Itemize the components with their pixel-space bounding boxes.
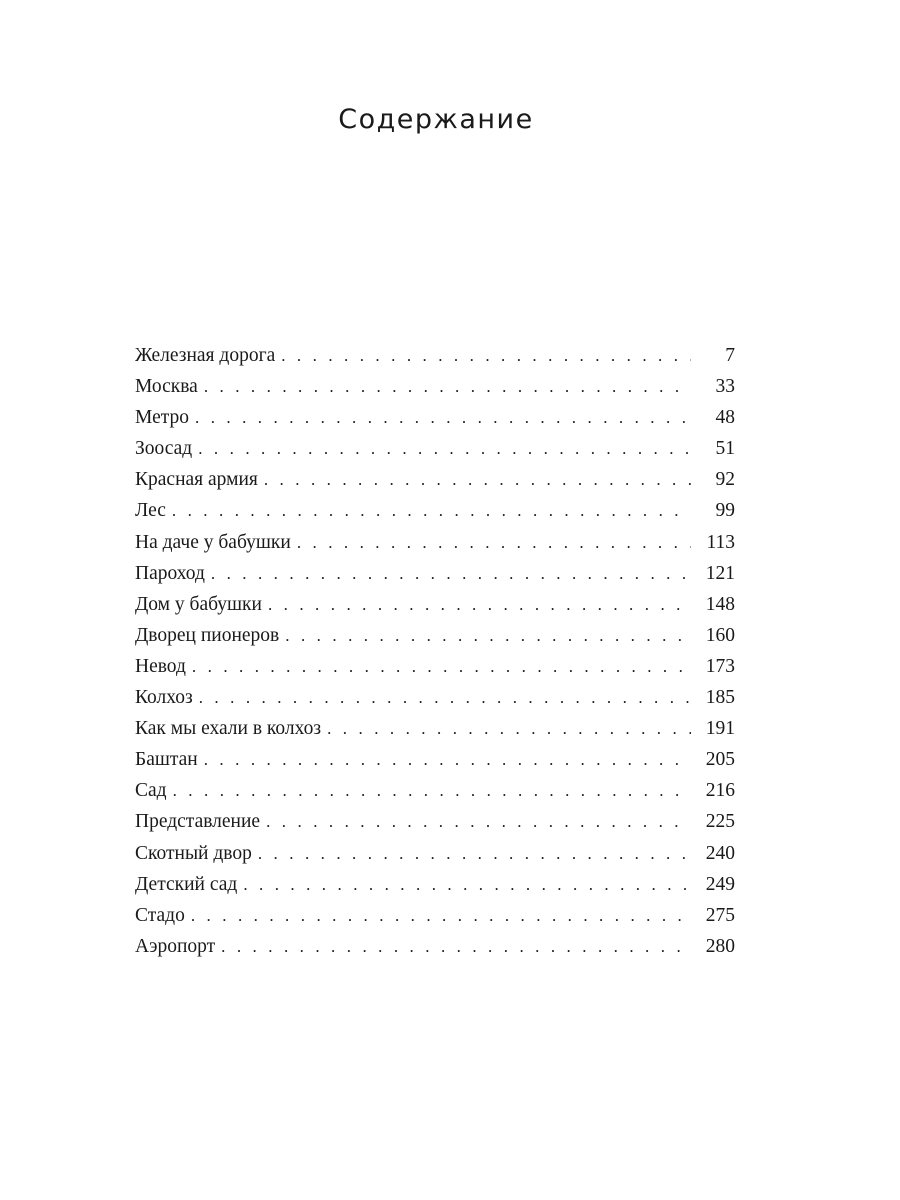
toc-entry-title: Детский сад (135, 873, 238, 895)
toc-entry (135, 340, 735, 371)
dot-leader (268, 589, 691, 620)
toc-entry-title: Красная армия (135, 469, 258, 491)
toc-entry-title: Москва (135, 376, 198, 398)
toc-entry (135, 620, 735, 651)
toc-entry-title: Скотный двор (135, 842, 252, 864)
toc-entry-page: 99 (715, 500, 735, 522)
toc-entry-page: 51 (715, 438, 735, 460)
toc-entry-title: Как мы ехали в колхоз (135, 718, 322, 740)
toc-entry-page: 160 (705, 624, 735, 646)
toc-entry (135, 931, 735, 962)
toc-entry (135, 558, 735, 589)
toc-entry-title: Невод (135, 655, 186, 677)
toc-entry-title: Представление (135, 811, 261, 833)
toc-entry (135, 682, 735, 713)
dot-leader (172, 495, 691, 526)
dot-leader (258, 838, 691, 869)
dot-leader (281, 340, 691, 371)
dot-leader (191, 900, 691, 931)
toc-entry (135, 744, 735, 775)
toc-entry-page: 121 (705, 562, 735, 584)
dot-leader (266, 806, 691, 837)
toc-entry-title: Дворец пионеров (135, 624, 280, 646)
toc-entry-title: Лес (135, 500, 166, 522)
dot-leader (221, 931, 691, 962)
toc-entry-page: 216 (705, 780, 735, 802)
toc-entry-title: Метро (135, 407, 189, 429)
toc-entry (135, 527, 735, 558)
toc-entry-title: Колхоз (135, 687, 193, 709)
toc-entry (135, 838, 735, 869)
toc-entry (135, 402, 735, 433)
toc-entry-page: 275 (705, 904, 735, 926)
toc-entry-page: 225 (705, 811, 735, 833)
toc-entry-page: 185 (705, 687, 735, 709)
toc-entry (135, 464, 735, 495)
toc-entry (135, 713, 735, 744)
toc-entry (135, 900, 735, 931)
toc-entry-page: 33 (715, 376, 735, 398)
toc-entry (135, 806, 735, 837)
page-title: Содержание (338, 104, 534, 135)
dot-leader (211, 558, 691, 589)
toc-entry (135, 651, 735, 682)
dot-leader (243, 869, 691, 900)
dot-leader (173, 775, 691, 806)
toc-entry-title: Баштан (135, 749, 198, 771)
toc-entry-page: 173 (705, 655, 735, 677)
toc-entry-title: Зоосад (135, 438, 193, 460)
dot-leader (204, 371, 691, 402)
dot-leader (198, 433, 691, 464)
toc-entry-page: 205 (705, 749, 735, 771)
toc-entry (135, 589, 735, 620)
toc-entry-title: Аэропорт (135, 935, 216, 957)
toc-entry (135, 371, 735, 402)
toc-entry-title: Сад (135, 780, 167, 802)
toc-entry-page: 148 (705, 593, 735, 615)
table-of-contents (135, 340, 735, 962)
toc-entry-page: 280 (705, 935, 735, 957)
dot-leader (204, 744, 691, 775)
toc-entry-title: Пароход (135, 562, 205, 584)
toc-entry-page: 7 (725, 345, 735, 366)
toc-entry-page: 191 (705, 718, 735, 740)
toc-entry (135, 433, 735, 464)
toc-entry-title: На даче у бабушки (135, 531, 291, 553)
dot-leader (199, 682, 691, 713)
dot-leader (297, 527, 691, 558)
toc-entry-title: Стадо (135, 904, 185, 926)
toc-entry-title: Дом у бабушки (135, 593, 262, 615)
toc-entry (135, 869, 735, 900)
toc-entry (135, 495, 735, 526)
dot-leader (264, 464, 691, 495)
dot-leader (327, 713, 691, 744)
toc-entry-page: 249 (705, 873, 735, 895)
toc-entry-page: 113 (706, 531, 735, 553)
toc-entry-page: 92 (715, 469, 735, 491)
dot-leader (195, 402, 691, 433)
toc-entry-title: Железная дорога (135, 345, 276, 366)
toc-entry-page: 240 (705, 842, 735, 864)
toc-entry-page: 48 (715, 407, 735, 429)
toc-entry (135, 775, 735, 806)
dot-leader (285, 620, 691, 651)
dot-leader (192, 651, 691, 682)
